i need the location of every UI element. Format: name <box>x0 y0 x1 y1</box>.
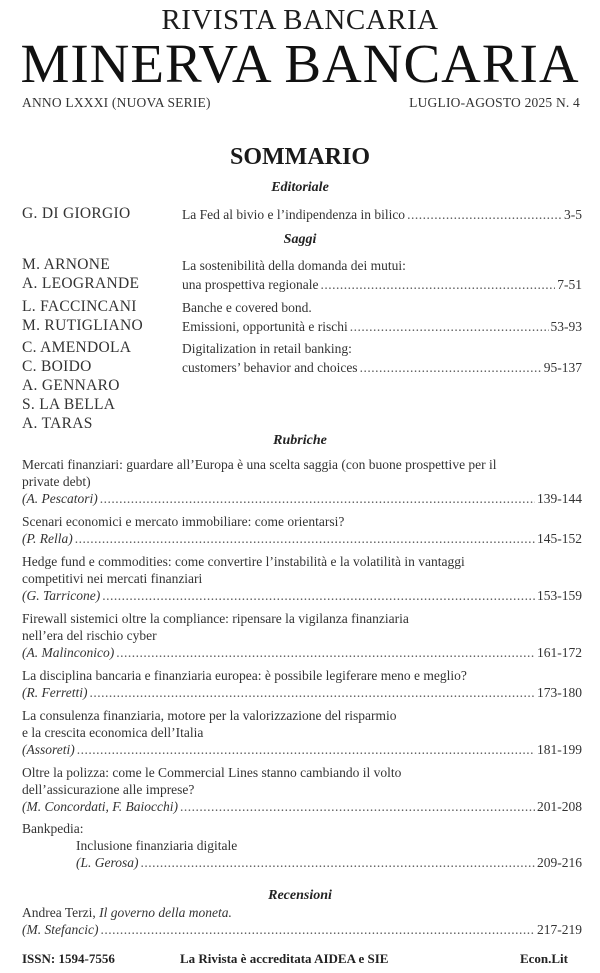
leader-dots <box>350 317 549 336</box>
entry-title: customers’ behavior and choices <box>182 360 358 375</box>
toc-entry-column[interactable] <box>22 764 582 815</box>
toc-entry-essay[interactable] <box>182 298 582 336</box>
leader-dots <box>320 275 555 294</box>
volume-info: ANNO LXXXI (NUOVA SERIE) <box>22 95 211 110</box>
entry-pages: 217-219 <box>537 922 582 937</box>
author: A. GENNARO <box>22 377 120 394</box>
journal-subtitle: RIVISTA BANCARIA <box>161 4 439 36</box>
toc-entry-column[interactable] <box>22 610 582 661</box>
entry-pages: 173-180 <box>537 685 582 700</box>
leader-dots <box>100 490 535 507</box>
journal-title: MINERVA BANCARIA <box>20 33 580 94</box>
author: A. TARAS <box>22 415 93 432</box>
section-heading-saggi: Saggi <box>283 232 317 247</box>
leader-dots <box>75 530 535 547</box>
leader-dots <box>180 798 535 815</box>
section-heading-rubriche: Rubriche <box>273 433 327 448</box>
toc-entry-essay[interactable] <box>182 339 582 377</box>
entry-title: Emissioni, opportunità e rischi <box>182 319 348 334</box>
entry-pages: 181-199 <box>537 742 582 757</box>
entry-title: nell’era del rischio cyber <box>22 628 157 643</box>
leader-dots <box>141 854 536 871</box>
author: C. AMENDOLA <box>22 339 132 356</box>
entry-title: Firewall sistemici oltre la compliance: ripensare la vigilanza finanziaria <box>22 611 409 626</box>
entry-title: private debt) <box>22 474 91 489</box>
entry-pages: 53-93 <box>550 319 582 334</box>
entry-author: (A. Pescatori) <box>22 491 98 506</box>
accreditation-note: La Rivista è accreditata AIDEA e SIE <box>180 951 389 966</box>
entry-title: competitivi nei mercati finanziari <box>22 571 203 586</box>
leader-dots <box>102 587 535 604</box>
issn: ISSN: 1594-7556 <box>22 951 115 966</box>
author: M. RUTIGLIANO <box>22 317 143 334</box>
section-heading-recensioni: Recensioni <box>268 888 332 903</box>
leader-dots <box>116 644 535 661</box>
author: A. LEOGRANDE <box>22 275 140 292</box>
entry-title: La sostenibilità della domanda dei mutui: <box>182 258 406 273</box>
entry-title: Inclusione finanziaria digitale <box>76 838 238 853</box>
leader-dots <box>77 741 535 758</box>
entry-author: (G. Tarricone) <box>22 588 101 603</box>
entry-pages: 201-208 <box>537 799 582 814</box>
entry-title: La consulenza finanziaria, motore per la valorizzazione del risparmio <box>22 708 397 723</box>
entry-title: dell’assicurazione alle imprese? <box>22 782 195 797</box>
entry-title: Hedge fund e commodities: come convertire l’instabilità e la volatilità in vantaggi <box>22 554 465 569</box>
issue-info: LUGLIO-AGOSTO 2025 N. 4 <box>409 95 580 110</box>
leader-dots <box>407 205 562 224</box>
author: L. FACCINCANI <box>22 298 137 315</box>
entry-title: Scenari economici e mercato immobiliare: come orientarsi? <box>22 514 345 529</box>
toc-entry-column[interactable] <box>22 553 582 604</box>
entry-title: Digitalization in retail banking: <box>182 341 352 356</box>
entry-pages: 95-137 <box>543 360 582 375</box>
entry-title: una prospettiva regionale <box>182 277 319 292</box>
author: S. LA BELLA <box>22 396 116 413</box>
section-heading-editoriale: Editoriale <box>271 180 329 195</box>
index-listing: Econ.Lit <box>519 951 568 966</box>
entry-pages: 139-144 <box>537 491 582 506</box>
entry-title: Oltre la polizza: come le Commercial Lines stanno cambiando il volto <box>22 765 402 780</box>
entry-pages: 209-216 <box>537 855 582 870</box>
toc-entry-bankpedia[interactable] <box>76 837 582 871</box>
toc-entry-column[interactable] <box>22 456 582 507</box>
author: M. ARNONE <box>22 256 110 273</box>
entry-title: La Fed al bivio e l’indipendenza in bilico <box>182 207 406 222</box>
entry-title: e la crescita economica dell’Italia <box>22 725 204 740</box>
leader-dots <box>360 358 542 377</box>
entry-author: (Assoreti) <box>22 742 75 757</box>
editorial-author: G. DI GIORGIO <box>22 205 131 222</box>
entry-pages: 161-172 <box>537 645 582 660</box>
entry-author: (A. Malinconico) <box>22 645 115 660</box>
toc-entry-column[interactable] <box>22 513 582 547</box>
essay-authors <box>22 255 139 293</box>
entry-author: (M. Concordati, F. Baiocchi) <box>22 799 178 814</box>
entry-author: (L. Gerosa) <box>76 855 139 870</box>
toc-entry-column[interactable] <box>22 667 582 701</box>
essay-authors <box>22 338 131 433</box>
essay-authors <box>22 297 143 335</box>
toc-entry-editoriale[interactable] <box>182 205 582 224</box>
toc-entry-column[interactable] <box>22 707 582 758</box>
toc-title: SOMMARIO <box>230 144 370 170</box>
entry-author: (P. Rella) <box>22 531 73 546</box>
entry-author: (R. Ferretti) <box>22 685 88 700</box>
entry-pages: 145-152 <box>537 531 582 546</box>
entry-author: (M. Stefancic) <box>22 922 99 937</box>
entry-pages: 3-5 <box>564 207 582 222</box>
leader-dots <box>100 921 535 938</box>
entry-title: La disciplina bancaria e finanziaria europea: è possibile legiferare meno e meglio? <box>22 668 467 683</box>
leader-dots <box>89 684 535 701</box>
book-title: Il governo della moneta. <box>99 905 232 920</box>
bankpedia-label: Bankpedia: <box>22 821 84 836</box>
entry-title: Banche e covered bond. <box>182 300 312 315</box>
toc-entry-review[interactable] <box>22 904 582 938</box>
toc-entry-essay[interactable] <box>182 256 582 294</box>
author: C. BOIDO <box>22 358 92 375</box>
book-author: Andrea Terzi, <box>22 905 100 920</box>
entry-pages: 153-159 <box>537 588 582 603</box>
entry-title: Mercati finanziari: guardare all’Europa è una scelta saggia (con buone prospettive per il <box>22 457 497 472</box>
entry-pages: 7-51 <box>557 277 582 292</box>
